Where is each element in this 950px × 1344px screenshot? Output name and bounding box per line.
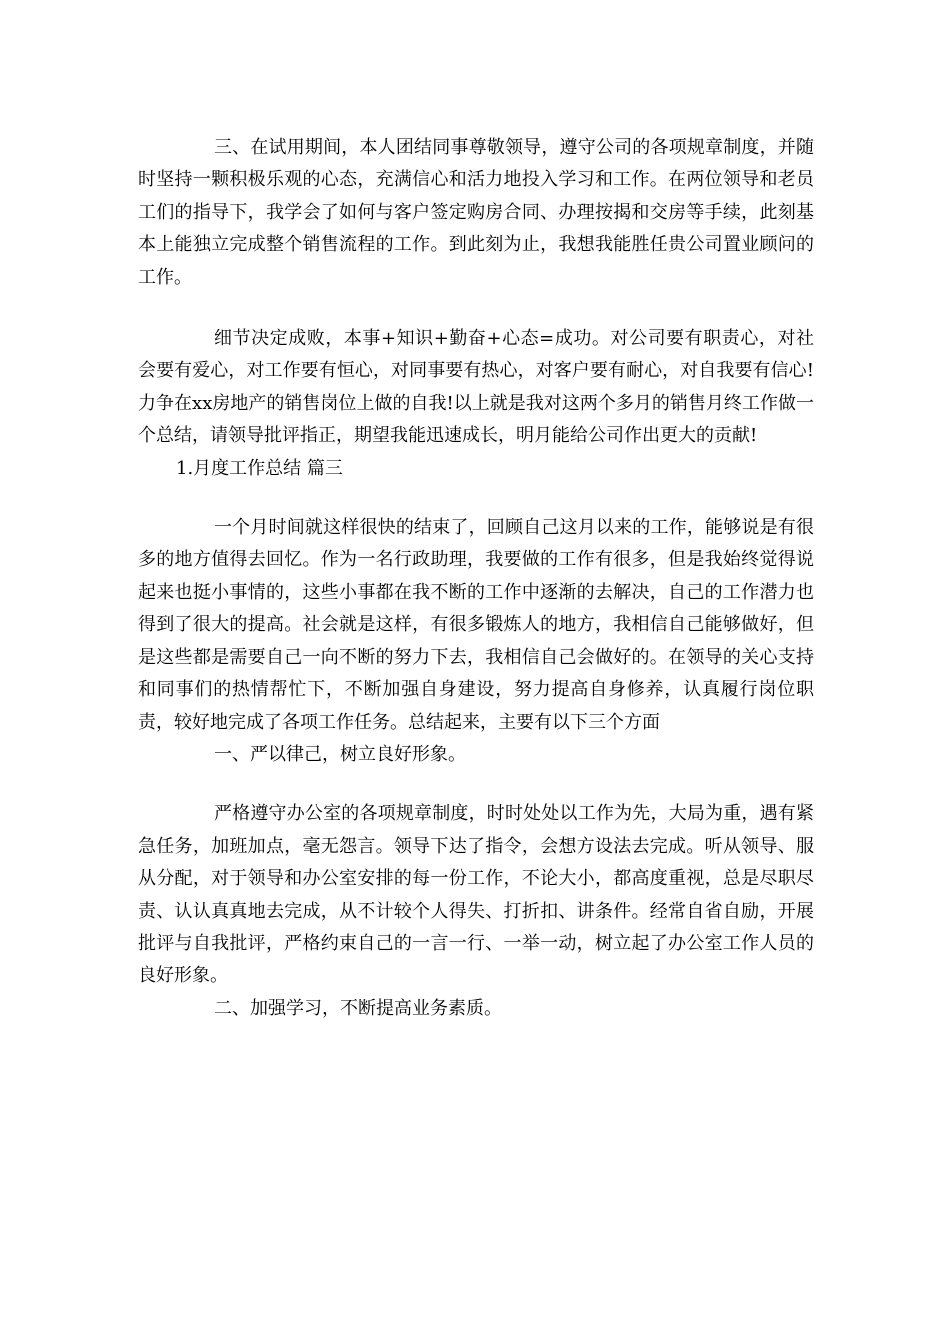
section-heading-strengthen-learning: 二、加强学习，不断提高业务素质。 (214, 997, 502, 1019)
paragraph-trial-period: 三、在试用期间，本人团结同事尊敬领导，遵守公司的各项规章制度，并随时坚持一颗积极乐观的心态，充满信心和活力地投入学习和工作。在两位领导和老员工们的指导下，我学会了如何与客户签定购房合同、办理按揭和交房等手续，此刻基本上能独立完成整个销售流程的工作。到此刻为止，我想我能胜任贵公司置业顾问的工作。 (138, 137, 814, 288)
paragraph-month-review: 一个月时间就这样很快的结束了，回顾自己这月以来的工作，能够说是有很多的地方值得去回忆。作为一名行政助理，我要做的工作有很多，但是我始终觉得说起来也挺小事情的，这些小事都在我不断的工作中逐渐的去解决，自己的工作潜力也得到了很大的提高。社会就是这样，有很多锻炼人的地方，我相信自己能够做好，但是这些都是需要自己一向不断的努力下去，我相信自己会做好的。在领导的关心支持和同事们的热情帮忙下，不断加强自身建设，努力提高自身修养，认真履行岗位职责，较好地完成了各项工作任务。总结起来，主要有以下三个方面 (138, 517, 814, 733)
section-heading-self-discipline: 一、严以律己，树立良好形象。 (214, 743, 466, 765)
heading-monthly-summary-part-three: 1.月度工作总结 篇三 (176, 457, 343, 479)
paragraph-details-decide-success: 细节决定成败，本事+知识+勤奋+心态=成功。对公司要有职责心，对社会要有爱心，对工作要有恒心，对同事要有热心，对客户要有耐心，对自我要有信心!力争在xx房地产的销售岗位上做的自我!以上就是我对这两个多月的销售月终工作做一个总结，请领导批评指正，期望我能迅速成长，明月能给公司作出更大的贡献! (138, 328, 814, 447)
paragraph-office-rules: 严格遵守办公室的各项规章制度，时时处处以工作为先，大局为重，遇有紧急任务，加班加点，毫无怨言。领导下达了指令，会想方设法去完成。听从领导、服从分配，对于领导和办公室安排的每一份工作，不论大小，都高度重视，总是尽职尽责、认认真真地去完成，从不计较个人得失、打折扣、讲条件。经常自省自励，开展批评与自我批评，严格约束自己的一言一行、一举一动，树立起了办公室工作人员的良好形象。 (138, 803, 814, 987)
document-page (138, 132, 814, 1025)
